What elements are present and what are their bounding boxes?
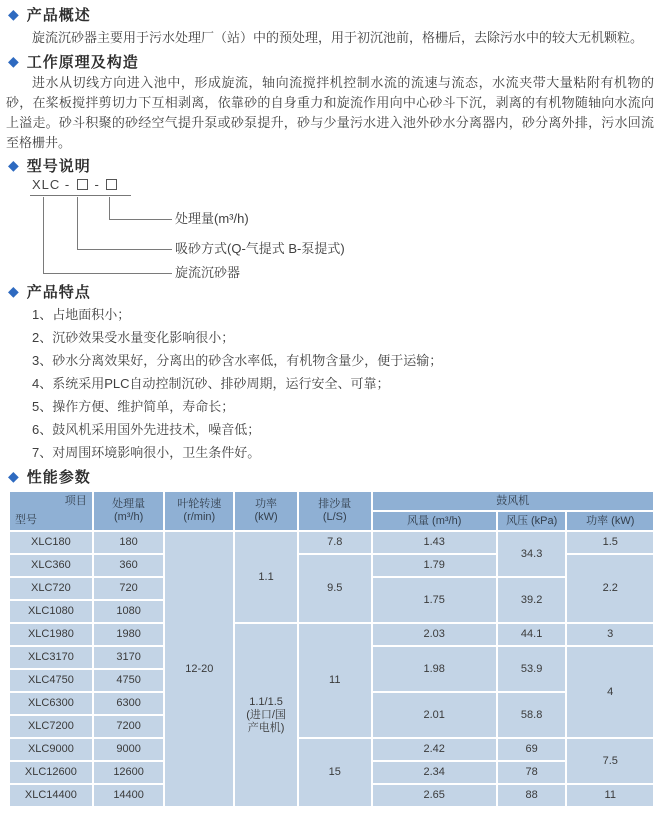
cell-blower-power: 1.5 xyxy=(567,532,653,553)
cell-pressure: 78 xyxy=(498,762,566,783)
cell-pressure: 53.9 xyxy=(498,647,566,691)
cell-air: 2.03 xyxy=(373,624,496,645)
cell-motor-power: 1.1 xyxy=(235,532,297,622)
cell-model: XLC180 xyxy=(10,532,92,553)
cell-model: XLC6300 xyxy=(10,693,92,714)
cell-air: 2.42 xyxy=(373,739,496,760)
section-heading-principle xyxy=(8,51,655,71)
corner-label-item: 项目 xyxy=(64,495,87,507)
features-heading: 产品特点 xyxy=(26,283,91,301)
cell-pressure: 88 xyxy=(498,785,566,806)
principle-heading: 工作原理及构造 xyxy=(26,53,139,71)
cell-sand: 15 xyxy=(299,739,371,806)
principle-paragraph: 进水从切线方向进入池中，形成旋流，轴向流搅拌机控制水流的流速与流态，水流夹带大量粘附有机物的砂，在桨板搅拌剪切力下互相剥离，依靠砂的自身重力和旋流作用向中心砂斗下沉，剥离的有机物随轴向水流向上溢走。砂斗积聚的砂经空气提升泵或砂泵提升，砂与少量污水进入池外砂水分离器内，砂分离外排，污水回流至格栅井。 xyxy=(6,75,654,150)
section-heading-model xyxy=(8,155,655,175)
model-heading: 型号说明 xyxy=(26,157,91,175)
cell-blower-power: 3 xyxy=(567,624,653,645)
cell-capacity: 4750 xyxy=(94,670,164,691)
cell-air: 1.79 xyxy=(373,555,496,576)
feature-item: 1、占地面积小； xyxy=(32,307,131,322)
model-code-prefix: XLC xyxy=(32,177,61,192)
cell-air: 2.34 xyxy=(373,762,496,783)
header-sand-discharge: 排沙量 (L/S) xyxy=(299,492,371,530)
feature-item: 6、鼓风机采用国外先进技术，噪音低； xyxy=(32,422,261,437)
feature-item: 7、对周围环境影响很小，卫生条件好。 xyxy=(32,445,261,460)
cell-model: XLC720 xyxy=(10,578,92,599)
cell-pressure: 39.2 xyxy=(498,578,566,622)
header-capacity: 处理量 (m³/h) xyxy=(94,492,164,530)
cell-air: 1.98 xyxy=(373,647,496,691)
model-code-expression xyxy=(30,177,131,196)
feature-item: 5、操作方便、维护简单，寿命长； xyxy=(32,399,235,414)
table-row xyxy=(10,739,653,760)
diamond-icon: ◆ xyxy=(8,53,19,69)
cell-model: XLC4750 xyxy=(10,670,92,691)
overview-heading: 产品概述 xyxy=(26,6,91,24)
diamond-icon: ◆ xyxy=(8,6,19,22)
cell-capacity: 9000 xyxy=(94,739,164,760)
section-heading-performance xyxy=(8,466,655,486)
cell-model: XLC1980 xyxy=(10,624,92,645)
header-blower-pressure: 风压 (kPa) xyxy=(498,512,566,530)
feature-item: 3、砂水分离效果好，分离出的砂含水率低，有机物含量少，便于运输； xyxy=(32,353,443,368)
cell-air: 2.01 xyxy=(373,693,496,737)
cell-capacity: 3170 xyxy=(94,647,164,668)
feature-item: 4、系统采用PLC自动控制沉砂、排砂周期，运行安全、可靠； xyxy=(32,376,390,391)
header-blower-air: 风量 (m³/h) xyxy=(373,512,496,530)
cell-pressure: 58.8 xyxy=(498,693,566,737)
diamond-icon: ◆ xyxy=(8,157,19,173)
cell-sand: 7.8 xyxy=(299,532,371,553)
model-code-box-icon xyxy=(106,179,117,190)
cell-model: XLC360 xyxy=(10,555,92,576)
cell-capacity: 1080 xyxy=(94,601,164,622)
model-label-sand-suction: 吸砂方式(Q-气提式 B-泵提式) xyxy=(175,241,345,256)
cell-capacity: 720 xyxy=(94,578,164,599)
cell-capacity: 180 xyxy=(94,532,164,553)
cell-capacity: 14400 xyxy=(94,785,164,806)
feature-list xyxy=(5,303,655,464)
corner-header-cell xyxy=(10,492,92,530)
cell-model: XLC3170 xyxy=(10,647,92,668)
cell-blower-power: 7.5 xyxy=(567,739,653,783)
header-motor-power: 功率 (kW) xyxy=(235,492,297,530)
cell-capacity: 1980 xyxy=(94,624,164,645)
model-code-separator: - xyxy=(64,177,71,192)
cell-air: 2.65 xyxy=(373,785,496,806)
cell-model: XLC7200 xyxy=(10,716,92,737)
overview-paragraph: 旋流沉砂器主要用于污水处理厂（站）中的预处理，用于初沉池前，格栅后，去除污水中的较大无机颗粒。 xyxy=(32,30,644,45)
cell-air: 1.75 xyxy=(373,578,496,622)
table-row xyxy=(10,532,653,553)
corner-label-model: 型号 xyxy=(15,514,37,526)
cell-blower-power: 11 xyxy=(567,785,653,806)
cell-capacity: 12600 xyxy=(94,762,164,783)
cell-blower-power: 4 xyxy=(567,647,653,737)
table-row xyxy=(10,624,653,645)
cell-model: XLC9000 xyxy=(10,739,92,760)
feature-item: 2、沉砂效果受水量变化影响很小； xyxy=(32,330,235,345)
cell-model: XLC1080 xyxy=(10,601,92,622)
header-blower-group: 鼓风机 xyxy=(373,492,653,510)
performance-heading: 性能参数 xyxy=(26,468,91,486)
cell-pressure: 34.3 xyxy=(498,532,566,576)
model-label-device: 旋流沉砂器 xyxy=(175,265,241,280)
connector-line-device xyxy=(43,197,172,274)
performance-table xyxy=(8,490,655,808)
cell-capacity: 360 xyxy=(94,555,164,576)
cell-air: 1.43 xyxy=(373,532,496,553)
cell-blower-power: 2.2 xyxy=(567,555,653,622)
cell-sand: 11 xyxy=(299,624,371,737)
model-code-separator: - xyxy=(94,177,100,192)
cell-capacity: 7200 xyxy=(94,716,164,737)
cell-motor-power: 1.1/1.5 (进口/国 产电机) xyxy=(235,624,297,806)
cell-model: XLC12600 xyxy=(10,762,92,783)
cell-sand: 9.5 xyxy=(299,555,371,622)
cell-capacity: 6300 xyxy=(94,693,164,714)
section-heading-features xyxy=(8,281,655,301)
diamond-icon: ◆ xyxy=(8,468,19,484)
model-code-box-icon xyxy=(77,179,88,190)
cell-impeller-speed: 12-20 xyxy=(165,532,233,806)
header-impeller-speed: 叶轮转速 (r/min) xyxy=(165,492,233,530)
cell-pressure: 69 xyxy=(498,739,566,760)
model-code-diagram xyxy=(5,175,655,279)
cell-pressure: 44.1 xyxy=(498,624,566,645)
header-blower-power: 功率 (kW) xyxy=(567,512,653,530)
model-label-capacity: 处理量(m³/h) xyxy=(175,211,249,226)
cell-model: XLC14400 xyxy=(10,785,92,806)
diamond-icon: ◆ xyxy=(8,283,19,299)
section-heading-overview xyxy=(8,4,655,24)
table-header-row xyxy=(10,492,653,510)
